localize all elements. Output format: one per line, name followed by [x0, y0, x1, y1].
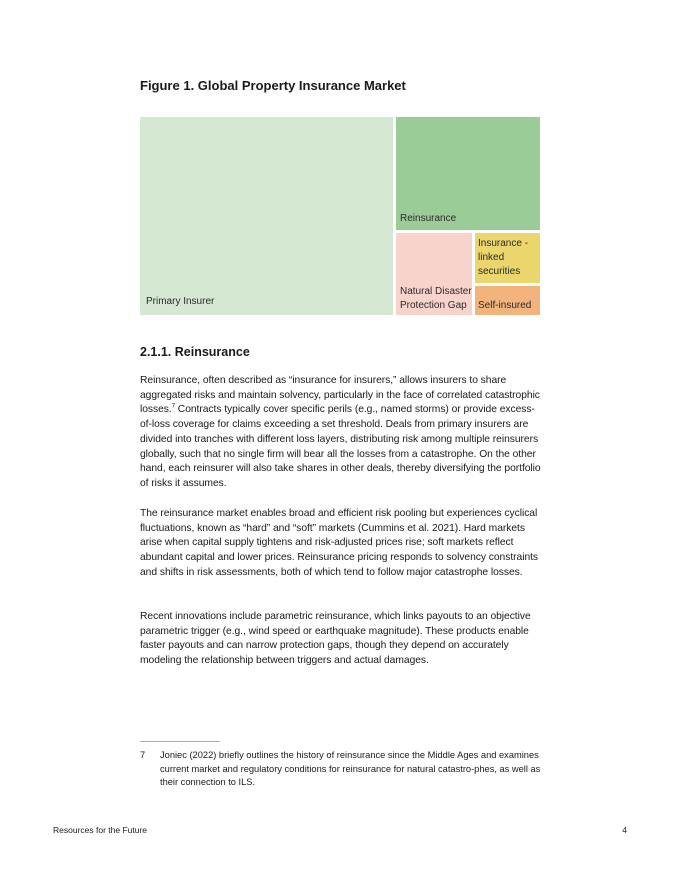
- tile-primary-insurer: [140, 117, 393, 315]
- tile-label-natural-disaster-protection-gap: Natural Disaster Protection Gap: [400, 286, 472, 311]
- tile-label-insurance-linked-securities: Insurance -linked securities: [478, 238, 529, 277]
- paragraph-3: Recent innovations include parametric reinsurance, which links payouts to an objective parametric trigger (e.g., wind speed or earthquake magnitude). These products enable faster payouts and can narrow protection gaps, though they depend on accurately modeling the relationship between triggers and actual damages.: [140, 611, 531, 667]
- tile-label-primary-insurer: Primary Insurer: [146, 296, 215, 307]
- page-number: 4: [622, 825, 627, 835]
- tile-reinsurance: [396, 117, 540, 230]
- footnote-divider: [140, 741, 220, 742]
- footer-organization: Resources for the Future: [53, 825, 148, 835]
- tile-natural-disaster-protection-gap: [396, 233, 472, 315]
- treemap-chart: [140, 117, 540, 315]
- tile-label-reinsurance: Reinsurance: [400, 213, 457, 224]
- paragraph-1: [140, 374, 542, 492]
- tile-insurance-linked-securities: [475, 233, 540, 283]
- footnote-reference[interactable]: 7: [171, 403, 175, 410]
- figure-title: Figure 1. Global Property Insurance Market: [140, 78, 406, 93]
- tile-self-insured: [475, 286, 540, 315]
- section-heading: 2.1.1. Reinsurance: [140, 345, 250, 359]
- footnote-text: Joniec (2022) briefly outlines the history of reinsurance since the Middle Ages and examines current market and regulatory conditions for reinsurance for natural catastro-phes, as well as their connection to ILS.: [160, 750, 541, 787]
- paragraph-2: The reinsurance market enables broad and efficient risk pooling but experiences cyclical fluctuations, known as “hard” and “soft” markets (Cummins et al. 2021). Hard markets arise when capital supply tightens and risk-adjusted prices rise; soft markets reflect abundant capital and lower prices. Reinsurance pricing responds to solvency constraints and shifts in risk assessments, both of which tend to follow major catastrophe losses.: [140, 508, 539, 578]
- footnote-number: 7: [140, 750, 146, 760]
- paragraph-1-part-a: Reinsurance, often described as “insurance for insurers,” allows insurers to share aggregated risks and maintain solvency, particularly in the face of correlated catastrophic losses.: [140, 375, 540, 416]
- paragraph-1-part-b: Contracts typically cover specific perils (e.g., named storms) or provide excess-of-loss coverage for claims exceeding a set threshold. Deals from primary insurers are divided into tranches with different loss layers, distributing risk among multiple reinsurers globally, such that no single firm will bear all the losses from a catastrophe. On the other hand, each reinsurer will also take shares in other deals, thereby diversifying the portfolio of risks it assumes.: [140, 404, 541, 489]
- tile-label-self-insured: Self-insured: [478, 300, 532, 311]
